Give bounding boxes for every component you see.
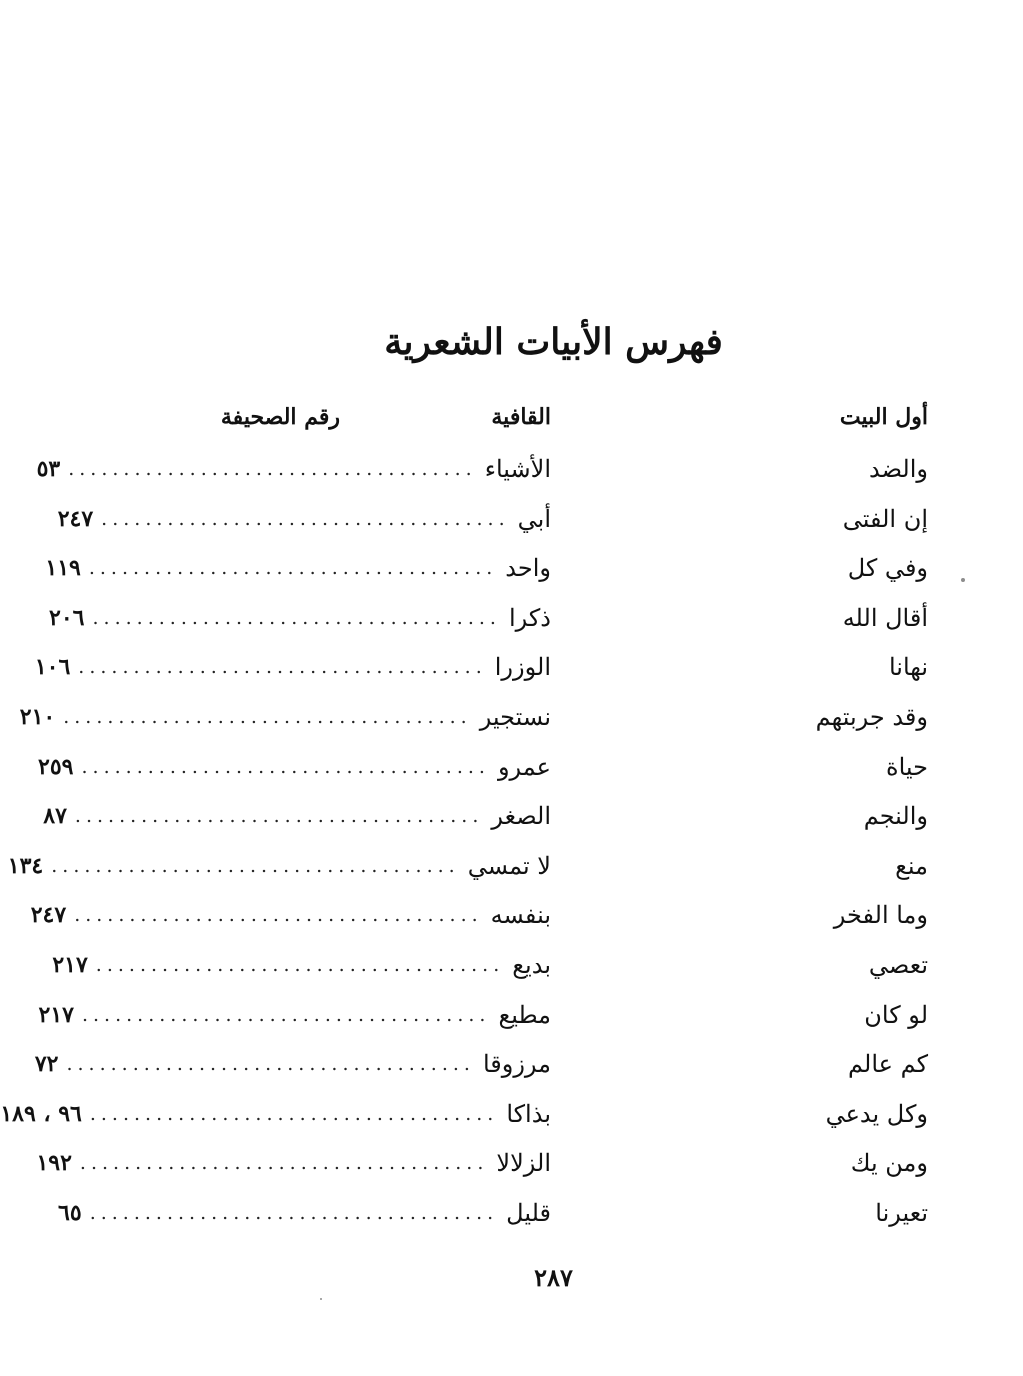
first-verse-cell: منع [895,851,928,880]
dot-leader: ..................................... [88,557,498,580]
rhyme-page-line [58,1193,551,1233]
rhyme-cell: مرزوقا [482,1050,551,1079]
first-verse-cell: إن الفتى [842,504,928,533]
page-number-header: رقم الصحيفة [220,404,340,430]
index-row [38,993,1023,1043]
page-cell: ٢١٧ [52,951,88,978]
page-title: فهرس الأبيات الشعرية [384,321,723,364]
rhyme-cell: مطيع [498,1000,551,1029]
index-row [38,745,1023,795]
dot-leader: ..................................... [81,755,490,778]
first-verse-cell: وكل يدعي [825,1099,928,1128]
dot-leader: ..................................... [95,953,505,976]
page-cell: ٩٦ ، ١٨٩ [0,1100,82,1127]
first-verse-cell: والضد [869,455,928,483]
index-row [43,794,1023,844]
rhyme-cell: الزلالا [496,1149,551,1178]
rhyme-cell: أبي [517,504,551,533]
rhyme-cell: لا تمسي [467,851,551,880]
page-cell: ٥٣ [36,456,61,482]
index-row [52,943,1023,993]
first-verse-cell: وفي كل [847,554,928,583]
first-verse-cell: والنجم [863,802,928,831]
dot-leader: ..................................... [89,1201,499,1224]
page-cell: ٢٤٧ [57,505,94,532]
index-row [45,546,1023,596]
index-row [57,497,1023,547]
dot-leader: ..................................... [66,1053,475,1076]
index-row [36,447,1023,497]
index-row [34,1042,1023,1092]
index-row [58,1191,1023,1241]
rhyme-page-line [34,647,551,687]
index-row [36,1141,1023,1191]
dot-leader: ..................................... [74,904,483,927]
page-cell: ٢٠٦ [49,604,85,631]
page-cell: ٧٢ [34,1051,59,1078]
rhyme-page-line [38,747,551,787]
first-verse-cell: لو كان [864,1000,928,1029]
paper-speck [320,1298,322,1300]
page-number: ٢٨٧ [534,1263,573,1292]
page-cell: ٢١٧ [38,1001,74,1028]
page-cell: ٢٥٩ [38,753,74,780]
first-verse-cell: حياة [886,752,928,781]
rhyme-page-line [0,1094,551,1134]
index-row [34,645,1023,695]
rhyme-cell: نستجير [479,702,551,731]
rhyme-page-line [45,548,551,588]
rhyme-cell: الوزرا [494,653,551,682]
rhyme-cell: بذاكا [506,1099,551,1128]
rhyme-header: القافية [491,404,551,430]
dot-leader: ..................................... [79,1152,489,1175]
rhyme-cell: الأشياء [484,455,551,483]
rhyme-page-line [57,499,551,539]
first-verse-cell: أقال الله [842,603,928,632]
paper-speck [961,578,965,582]
dot-leader: ..................................... [89,1102,499,1125]
page-cell: ٦٥ [58,1199,82,1226]
page-cell: ١٣٤ [7,852,44,879]
index-row [0,1092,1023,1142]
dot-leader: ..................................... [74,805,484,828]
rhyme-cell: بديع [512,950,551,979]
rhyme-cell: عمرو [497,752,551,781]
verse-index-list [0,447,1023,1241]
rhyme-cell: قليل [506,1198,551,1227]
rhyme-page-line [52,945,551,985]
dot-leader: ..................................... [68,458,477,480]
first-verse-cell: وما الفخر [833,901,928,930]
page-cell: ١١٩ [45,555,81,582]
rhyme-page-line [7,846,551,886]
rhyme-page-line [43,796,551,836]
dot-leader: ..................................... [81,1003,491,1026]
page-cell: ١٩٢ [36,1150,72,1177]
rhyme-page-line [36,449,551,489]
rhyme-cell: بنفسه [490,901,551,930]
rhyme-page-line [30,895,551,935]
page-cell: ٢٤٧ [30,902,67,929]
dot-leader: ..................................... [78,656,487,679]
first-verse-header: أول البيت [839,404,928,430]
rhyme-cell: الصغر [491,802,551,831]
page-cell: ٢١٠ [19,703,56,730]
rhyme-page-line [38,995,551,1035]
first-verse-cell: ومن يك [850,1149,928,1178]
first-verse-cell: تعصي [868,950,928,979]
rhyme-page-line [49,598,551,638]
first-verse-cell: نهانا [888,653,928,682]
rhyme-page-line [19,697,551,737]
first-verse-cell: وقد جربتهم [815,702,928,731]
rhyme-cell: ذكرا [508,603,551,632]
rhyme-page-line [34,1044,551,1084]
index-row [7,844,1023,894]
index-row [49,596,1023,646]
first-verse-cell: تعيرنا [875,1198,928,1227]
dot-leader: ..................................... [101,507,510,530]
first-verse-cell: كم عالم [848,1050,928,1079]
index-row [30,893,1023,943]
page-cell: ٨٧ [43,803,67,830]
index-table-header [84,397,1023,437]
rhyme-cell: واحد [505,554,551,583]
dot-leader: ..................................... [92,606,501,629]
dot-leader: ..................................... [51,854,460,877]
rhyme-page-line [36,1143,551,1183]
index-row [19,695,1023,745]
dot-leader: ..................................... [63,705,472,728]
page-cell: ١٠٦ [34,654,71,681]
